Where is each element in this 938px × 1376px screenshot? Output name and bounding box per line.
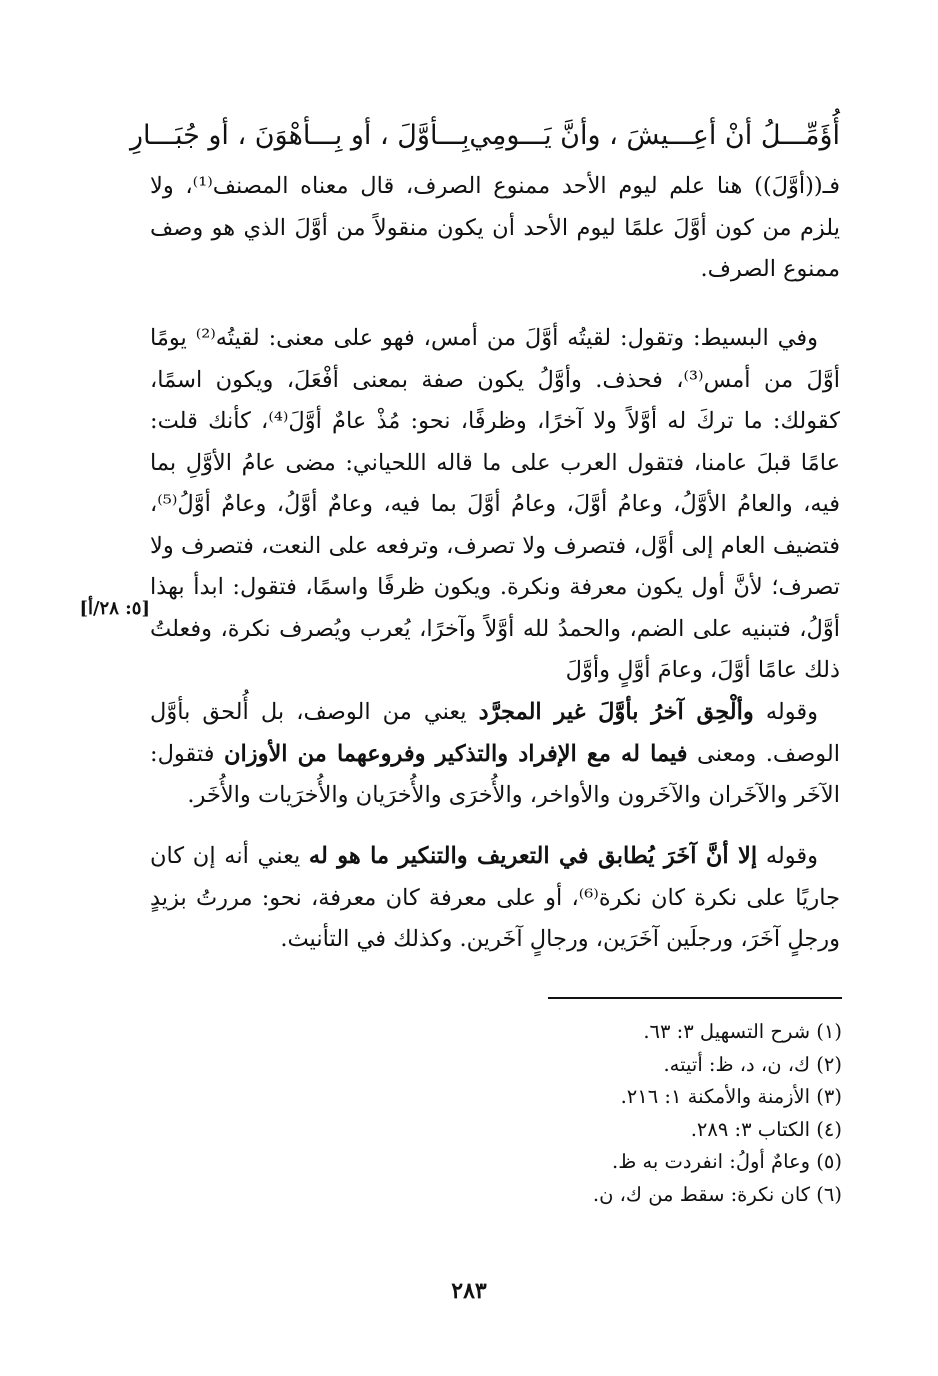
footnote-item: (٥) وعامٌ أولُ: انفردت به ظ. [612, 1150, 842, 1173]
paragraph-text: يعني من الوصف، بل أُلحق بأوَّل الوصف. ومعنى [150, 699, 840, 767]
footnote-item: (٣) الأزمنة والأمكنة ١: ٢١٦. [620, 1085, 842, 1108]
footnote-item: (١) شرح التسهيل ٣: ٦٣. [643, 1020, 842, 1043]
paragraph-text: فـ((أوَّلَ)) هنا علم ليوم الأحد ممنوع الصرف، قال معناه المصنف⁽¹⁾، ولا يلزم من كون أوَّلَ علمًا ليوم الأحد أن يكون منقولاً من أوَّلَ الذي هو وصف ممنوع الصرف. [150, 173, 840, 282]
manuscript-folio-marker: [٥: ٢٨/أ] [79, 598, 150, 619]
quoted-text-bold: فيما له مع الإفراد والتذكير وفروعهما من الأوزان [223, 740, 688, 767]
paragraph-text: يعني أنه إن كان جاريًا على نكرة كان نكرة⁽⁶⁾، أو على معرفة كان معرفة، نحو: مررتُ بزيدٍ ورجلٍ آخَرَ، ورجلَين آخَرَين، ورجالٍ آخَرين. وكذلك في التأنيث. [150, 843, 840, 952]
page-number: ٢٨٣ [451, 1278, 487, 1304]
paragraph-text: فتقول: الآخَر والآخَران والآخَرون والأواخر، والأُخرَى والأُخرَيان والأُخرَيات والأُخَر. [150, 740, 840, 808]
poetry-verse [129, 112, 840, 160]
paragraph-4 [150, 836, 840, 961]
footnote-separator [548, 997, 842, 999]
paragraph-text: وقوله [753, 699, 819, 725]
paragraph-1 [150, 166, 840, 291]
paragraph-text: وفي البسيط: وتقول: لقيتُه أوَّلَ من أمس، فهو على معنى: لقيتُه⁽²⁾ يومًا أوَّلَ من أمس⁽³⁾، فحذف. وأوَّلُ يكون صفة بمعنى أفْعَلَ، ويكون اسمًا، كقولك: ما تركَ له أوَّلاً ولا آخرًا، وظرفًا، نحو: مُذْ عامٌ أوَّلَ⁽⁴⁾، كأنك قلت: عامًا قبلَ عامنا، فتقول العرب على ما قاله اللحياني: مضى عامُ الأوَّلِ بما فيه، والعامُ الأوَّلُ، وعامُ أوَّلَ، وعامُ أوَّلَ بما فيه، وعامٌ أوَّلُ، وعامٌ أوَّلُ⁽⁵⁾، فتضيف العام إلى أوَّل، فتصرف ولا تصرف، وترفعه على النعت، فتصرف ولا تصرف؛ لأنَّ أول يكون معرفة ونكرة. ويكون ظرفًا واسمًا، فتقول: ابدأ بهذا أوَّلُ، فتبنيه على الضم، والحمدُ لله أوَّلاً وآخرًا، يُعرب ويُصرف نكرة، وفعلتُ ذلك عامًا أوَّلَ، وعامَ أوَّلٍ وأوَّلَ [150, 325, 841, 683]
verse-right-hemistich: أُؤَمِّـــلُ أنْ أعِـــيشَ ، وأنَّ يَـــومِي [469, 120, 840, 151]
footnotes [380, 1016, 842, 1211]
paragraph-3 [150, 692, 840, 817]
quoted-text-bold: إلا أنَّ آخَرَ يُطابق في التعريف والتنكير ما هو له [308, 843, 758, 869]
verse-left-hemistich: بِـــأوَّلَ ، أو بِـــأهْوَنَ ، أو جُبَـــارِ [129, 120, 470, 151]
paragraph-2 [150, 318, 840, 692]
footnote-item: (٦) كان نكرة: سقط من ك، ن. [592, 1182, 842, 1206]
footnote-item: (٢) ك، ن، د، ظ: أتيته. [663, 1052, 842, 1076]
paragraph-text: وقوله [757, 843, 818, 869]
footnote-item: (٤) الكتاب ٣: ٢٨٩. [690, 1117, 842, 1141]
quoted-text-bold: وألْحِق آخرُ بأوَّلَ غير المجرَّد [478, 699, 754, 725]
